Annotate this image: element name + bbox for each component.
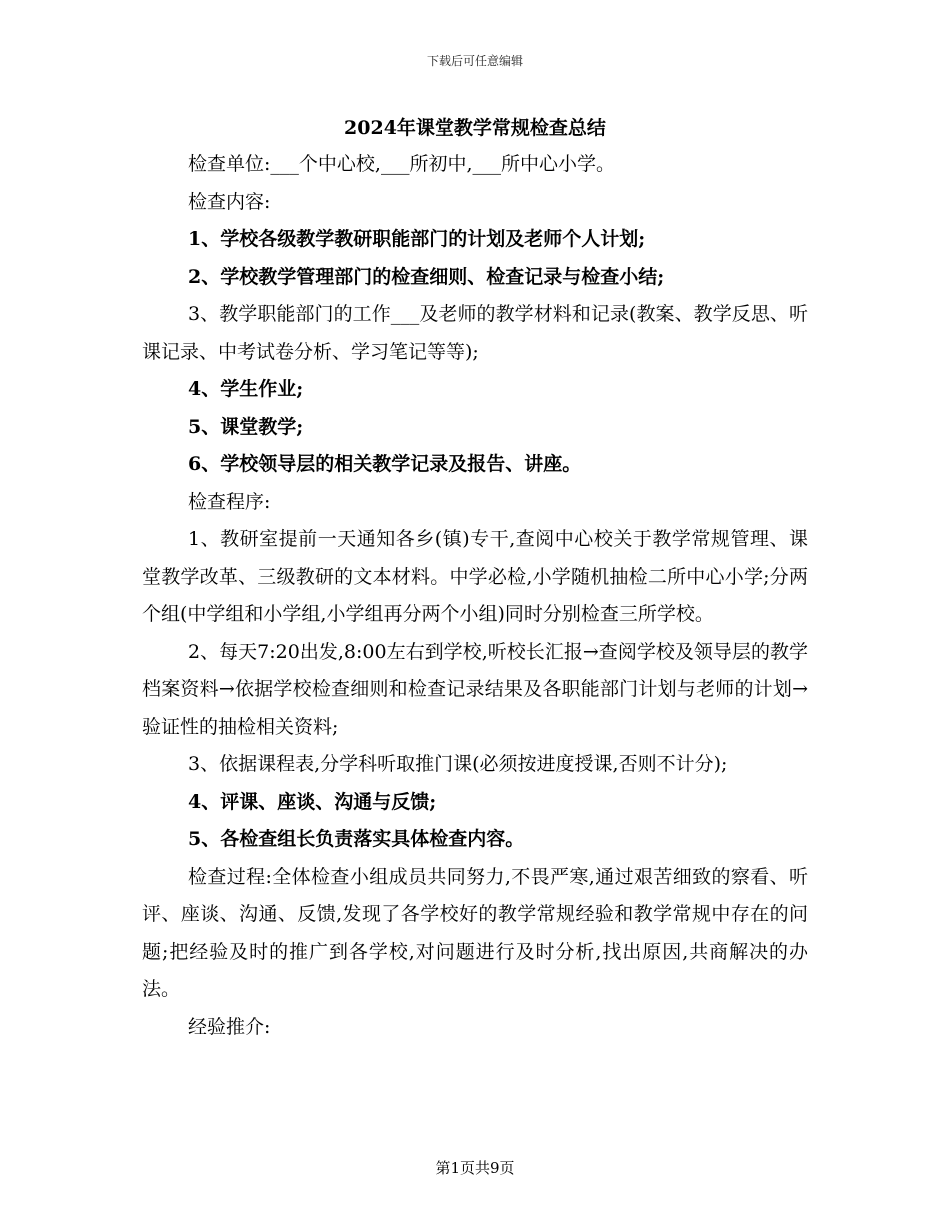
document-body	[142, 146, 808, 1046]
paragraph-content-item-5: 5、课堂教学;	[188, 415, 304, 438]
document-title: 2024年课堂教学常规检查总结	[344, 117, 606, 139]
paragraph-content-item-2: 2、学校教学管理部门的检查细则、检查记录与检查小结;	[188, 265, 665, 288]
paragraph-content-item-4: 4、学生作业;	[188, 378, 304, 400]
paragraph-procedure-item-2: 2、每天7:20出发,8:00左右到学校,听校长汇报→查阅学校及领导层的教学档案资料→依据学校检查细则和检查记录结果及各职能部门计划与老师的计划→验证性的抽检相关资料;	[142, 640, 808, 738]
paragraph-procedure-item-3: 3、依据课程表,分学科听取推门课(必须按进度授课,否则不计分);	[188, 753, 728, 775]
paragraph-inspection-process: 检查过程:全体检查小组成员共同努力,不畏严寒,通过艰苦细致的察看、听评、座谈、沟通、反馈,发现了各学校好的教学常规经验和教学常规中存在的问题;把经验及时的推广到各学校,对问题进行及时分析,找出原因,共商解决的办法。	[142, 865, 808, 1000]
paragraph-content-item-3: 3、教学职能部门的工作___及老师的教学材料和记录(教案、教学反思、听课记录、中考试卷分析、学习笔记等等);	[142, 303, 808, 363]
paragraph-procedure-item-4: 4、评课、座谈、沟通与反馈;	[188, 790, 437, 813]
paragraph-procedure-heading: 检查程序:	[188, 490, 271, 513]
paragraph-inspection-units: 检查单位:___个中心校,___所初中,___所中心小学。	[188, 153, 615, 175]
paragraph-content-item-6: 6、学校领导层的相关教学记录及报告、讲座。	[188, 453, 582, 475]
paragraph-procedure-item-1: 1、教研室提前一天通知各乡(镇)专干,查阅中心校关于教学常规管理、课堂教学改革、三级教研的文本材料。中学必检,小学随机抽检二所中心小学;分两个组(中学组和小学组,小学组再分两个小组)同时分别检查三所学校。	[142, 528, 808, 625]
page-number: 第1页共9页	[435, 1159, 515, 1177]
paragraph-procedure-item-5: 5、各检查组长负责落实具体检查内容。	[188, 828, 525, 850]
paragraph-experience-heading: 经验推介:	[188, 1015, 271, 1038]
paragraph-inspection-content-heading: 检查内容:	[188, 190, 271, 213]
paragraph-content-item-1: 1、学校各级教学教研职能部门的计划及老师个人计划;	[188, 228, 646, 250]
page-header: 下载后可任意编辑	[426, 54, 523, 68]
